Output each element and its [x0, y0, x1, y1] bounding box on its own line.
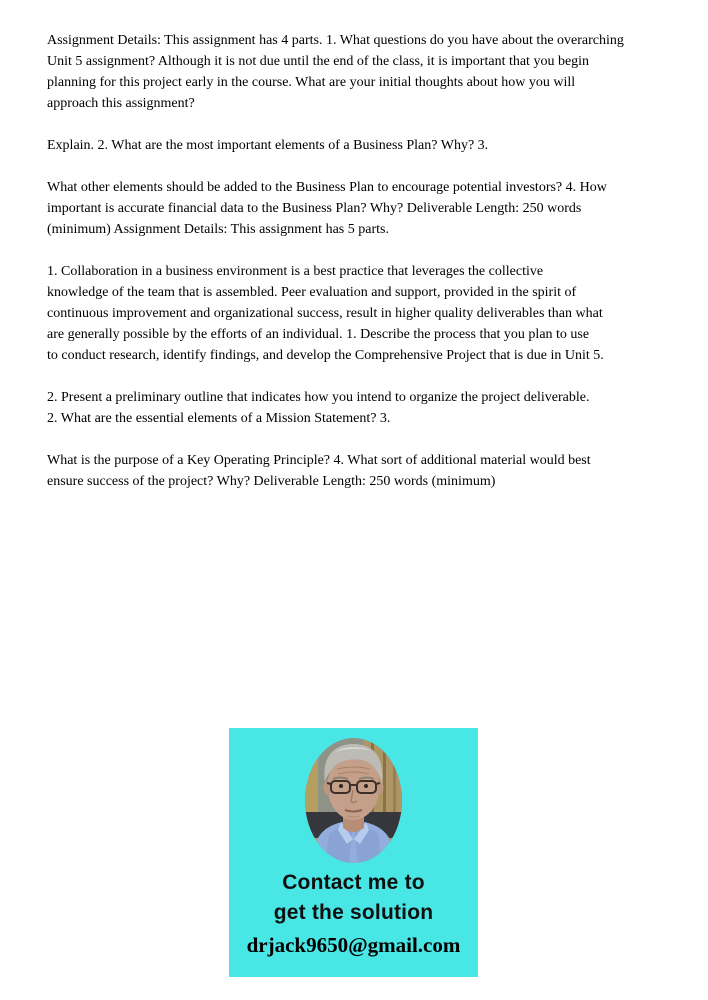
- text-line: What is the purpose of a Key Operating Principle? 4. What sort of additional material would best: [47, 453, 591, 468]
- text-line: planning for this project early in the course. What are your initial thoughts about how you will: [47, 75, 576, 90]
- text-line: 1. Collaboration in a business environment is a best practice that leverages the collective: [47, 264, 544, 279]
- paragraph-6: [47, 450, 663, 492]
- tutor-photo: [305, 738, 402, 863]
- text-line: Explain. 2. What are the most important elements of a Business Plan? Why? 3.: [47, 138, 489, 153]
- text-line: Unit 5 assignment? Although it is not due until the end of the class, it is important that you begin: [47, 54, 590, 69]
- text-line: 2. What are the essential elements of a Mission Statement? 3.: [47, 411, 391, 426]
- text-line: 2. Present a preliminary outline that indicates how you intend to organize the project deliverable.: [47, 390, 590, 405]
- contact-email: drjack9650@gmail.com: [246, 933, 461, 957]
- text-line: to conduct research, identify findings, and develop the Comprehensive Project that is due in Unit 5.: [47, 348, 604, 363]
- text-line: knowledge of the team that is assembled. Peer evaluation and support, provided in the spirit of: [47, 285, 577, 300]
- contact-heading-line2: get the solution: [273, 901, 434, 924]
- contact-heading: [229, 868, 478, 928]
- text-line: What other elements should be added to the Business Plan to encourage potential investors? 4. How: [47, 180, 607, 195]
- paragraph-3: [47, 177, 663, 240]
- text-line: ensure success of the project? Why? Deliverable Length: 250 words (minimum): [47, 474, 496, 489]
- tutor-portrait-illustration: [305, 738, 402, 863]
- text-line: approach this assignment?: [47, 96, 195, 111]
- paragraph-4: [47, 261, 663, 366]
- text-line: important is accurate financial data to the Business Plan? Why? Deliverable Length: 250 words: [47, 201, 582, 216]
- contact-card: [229, 728, 478, 977]
- document-body: [47, 30, 663, 513]
- contact-heading-line1: Contact me to: [282, 871, 425, 894]
- paragraph-1: [47, 30, 663, 114]
- paragraph-2: [47, 135, 663, 156]
- text-line: (minimum) Assignment Details: This assignment has 5 parts.: [47, 222, 389, 237]
- text-line: continuous improvement and organizational success, result in higher quality deliverables than what: [47, 306, 603, 321]
- text-line: are generally possible by the efforts of an individual. 1. Describe the process that you plan to use: [47, 327, 590, 342]
- text-line: Assignment Details: This assignment has 4 parts. 1. What questions do you have about the overarching: [47, 33, 624, 48]
- paragraph-5: [47, 387, 663, 429]
